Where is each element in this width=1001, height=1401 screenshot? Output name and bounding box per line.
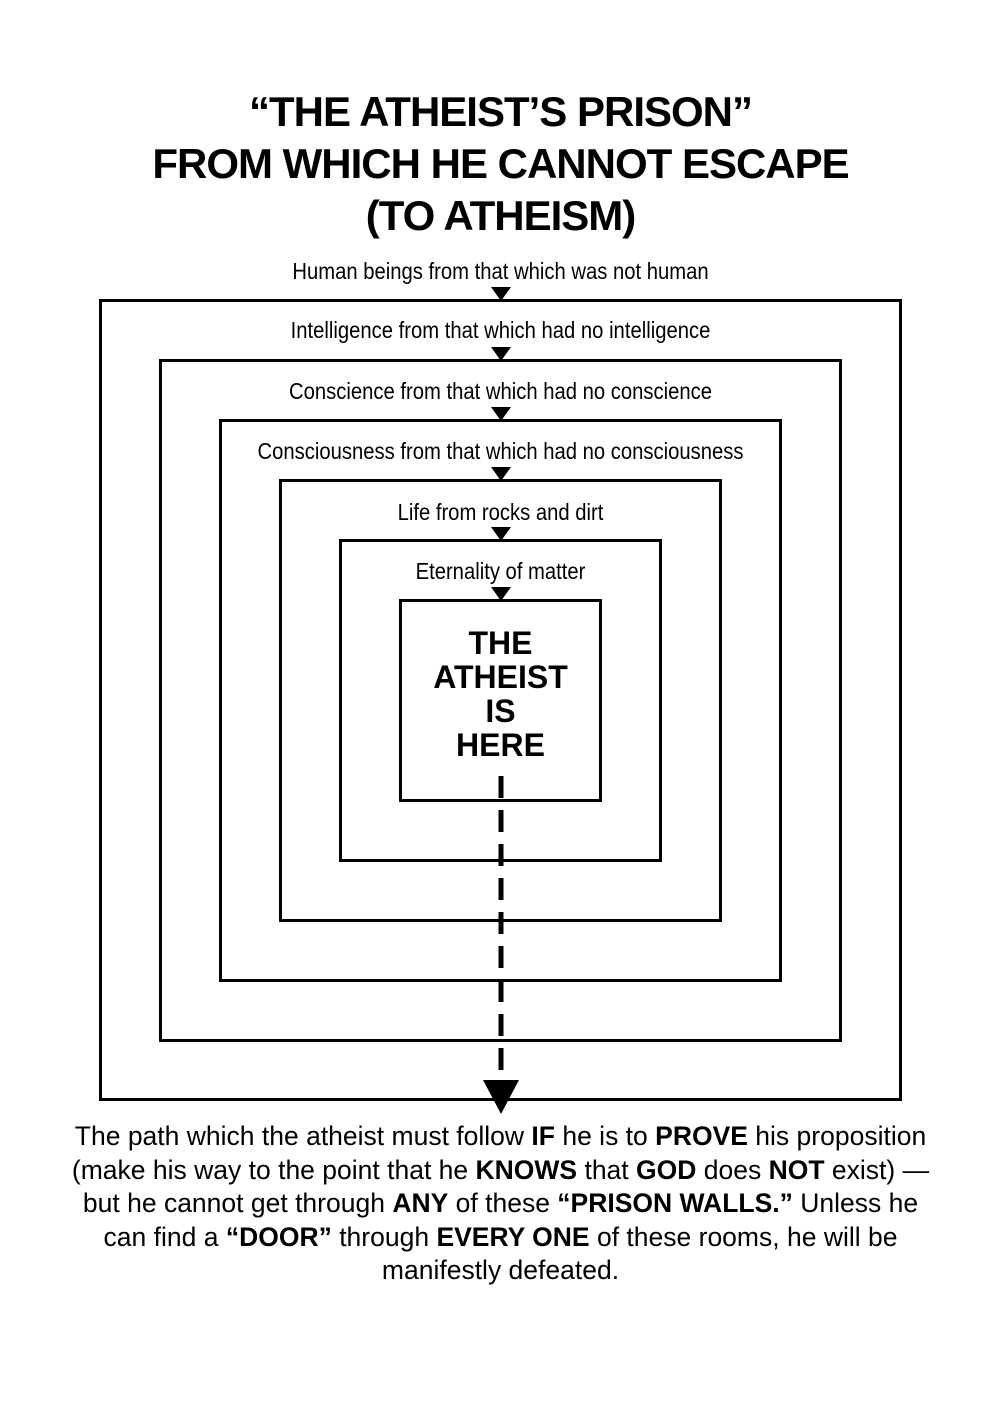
center-line-2: ATHEIST bbox=[433, 659, 568, 695]
caption-bold-prison-walls: “PRISON WALLS.” bbox=[557, 1188, 793, 1218]
caption-bold-door: “DOOR” bbox=[225, 1221, 332, 1252]
center-line-4: HERE bbox=[456, 727, 545, 763]
title-line-3: (TO ATHEISM) bbox=[365, 192, 636, 239]
caption-text-9: through bbox=[331, 1221, 437, 1252]
caption-text-5: does bbox=[696, 1154, 769, 1185]
wall-label-2: Intelligence from that which had no intelligence bbox=[290, 317, 711, 343]
caption-text-3: his proposition (make his way to the point that he bbox=[71, 1121, 927, 1185]
caption-paragraph bbox=[60, 1120, 941, 1288]
caption-text-10: of these rooms, he will be manifestly defeated. bbox=[381, 1221, 898, 1285]
caption-bold-god: GOD bbox=[636, 1154, 697, 1185]
caption-bold-prove: PROVE bbox=[655, 1121, 748, 1151]
title-line-2: FROM WHICH HE CANNOT ESCAPE bbox=[152, 140, 849, 187]
caption-text-7: of these bbox=[448, 1188, 558, 1218]
center-line-1: THE bbox=[468, 625, 533, 661]
caption-bold-if: IF bbox=[531, 1121, 555, 1151]
diagram-title bbox=[0, 86, 1001, 242]
caption-text-8: Unless he can find a bbox=[103, 1188, 919, 1252]
wall-label-1: Human beings from that which was not human bbox=[292, 258, 709, 284]
caption-text-1: The path which the atheist must follow bbox=[74, 1121, 532, 1151]
caption-bold-every-one: EVERY ONE bbox=[436, 1221, 590, 1252]
caption-text-2: he is to bbox=[554, 1121, 656, 1151]
wall-label-4: Consciousness from that which had no consciousness bbox=[257, 438, 744, 464]
atheist-is-here-label bbox=[400, 626, 601, 762]
center-line-3: IS bbox=[485, 693, 516, 729]
caption-text-4: that bbox=[577, 1154, 637, 1185]
wall-label-3: Conscience from that which had no conscience bbox=[288, 378, 713, 404]
caption-text-6: exist) — but he cannot get through bbox=[82, 1154, 930, 1218]
wall-label-5: Life from rocks and dirt bbox=[397, 499, 604, 525]
caption-bold-knows: KNOWS bbox=[475, 1154, 578, 1185]
caption-bold-not: NOT bbox=[768, 1154, 825, 1185]
caption-bold-any: ANY bbox=[392, 1188, 449, 1218]
title-line-1: “THE ATHEIST’S PRISON” bbox=[248, 88, 753, 135]
wall-label-6: Eternality of matter bbox=[415, 558, 586, 584]
